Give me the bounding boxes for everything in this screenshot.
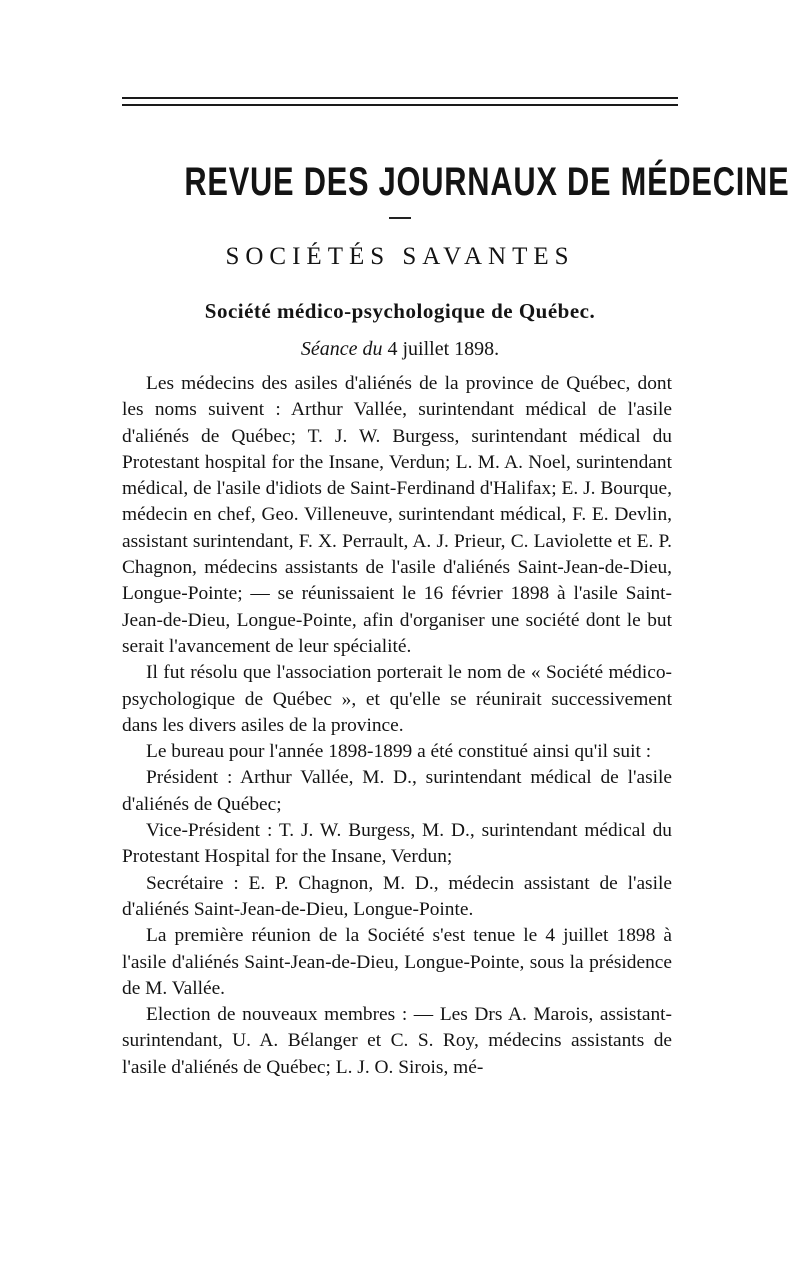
article-body [122,371,672,1081]
session-prefix: Séance du [300,338,383,360]
paragraph-new-members: Election de nouveaux membres : — Les Drs A. Marois, assistant-surintendant, U. A. Bélanger et C. S. Roy, médecins assistants de l'asile d'aliénés de Québec; L. J. O. Sirois, mé- [122,1004,672,1078]
section-title: SOCIÉTÉS SAVANTES [225,243,575,270]
top-double-rule-lower [122,104,678,106]
top-double-rule-upper [122,97,678,99]
paragraph-bureau-intro: Le bureau pour l'année 1898-1899 a été constitué ainsi qu'il suit : [146,741,652,763]
session-date: 4 juillet 1898. [387,338,500,360]
paragraph-founding-members: Les médecins des asiles d'aliénés de la province de Québec, dont les noms suivent : Arthur Vallée, surintendant médical de l'asile d'aliénés de Québec; T. J. W. Burgess, surintendant médical du Protestant hospital for the Insane, Verdun; L. M. A. Noel, surintendant médical, de l'asile d'idiots de Saint-Ferdinand d'Halifax; E. J. Bourque, médecin en chef, Geo. Villeneuve, surintendant médical, F. E. Devlin, assistant surintendant, F. X. Perrault, A. J. Prieur, C. Laviolette et E. P. Chagnon, médecins assistants de l'asile d'aliénés Saint-Jean-de-Dieu, Longue-Pointe; — se réunissaient le 16 février 1898 à l'asile Saint-Jean-de-Dieu, Longue-Pointe, afin d'organiser une société dont le but serait l'avancement de leur spécialité. [122,373,672,657]
paragraph-vice-president: Vice-Président : T. J. W. Burgess, M. D., surintendant médical du Protestant Hospital for the Insane, Verdun; [122,820,672,868]
session-date-line [120,336,680,362]
society-title: Société médico-psychologique de Québec. [204,299,596,323]
title-separator-rule [389,217,411,219]
paragraph-secretary: Secrétaire : E. P. Chagnon, M. D., médecin assistant de l'asile d'aliénés Saint-Jean-de-Dieu, Longue-Pointe. [122,872,672,920]
journal-section-title: REVUE DES JOURNAUX DE MÉDECINE [184,160,790,204]
paragraph-first-meeting: La première réunion de la Société s'est tenue le 4 juillet 1898 à l'asile d'aliénés Saint-Jean-de-Dieu, Longue-Pointe, sous la présidence de M. Vallée. [122,925,672,999]
paragraph-society-name: Il fut résolu que l'association porterait le nom de « Société médico-psychologique de Québec », et qu'elle se réunirait successivement dans les divers asiles de la province. [122,662,672,736]
paragraph-president: Président : Arthur Vallée, M. D., surintendant médical de l'asile d'aliénés de Québec; [122,767,672,815]
